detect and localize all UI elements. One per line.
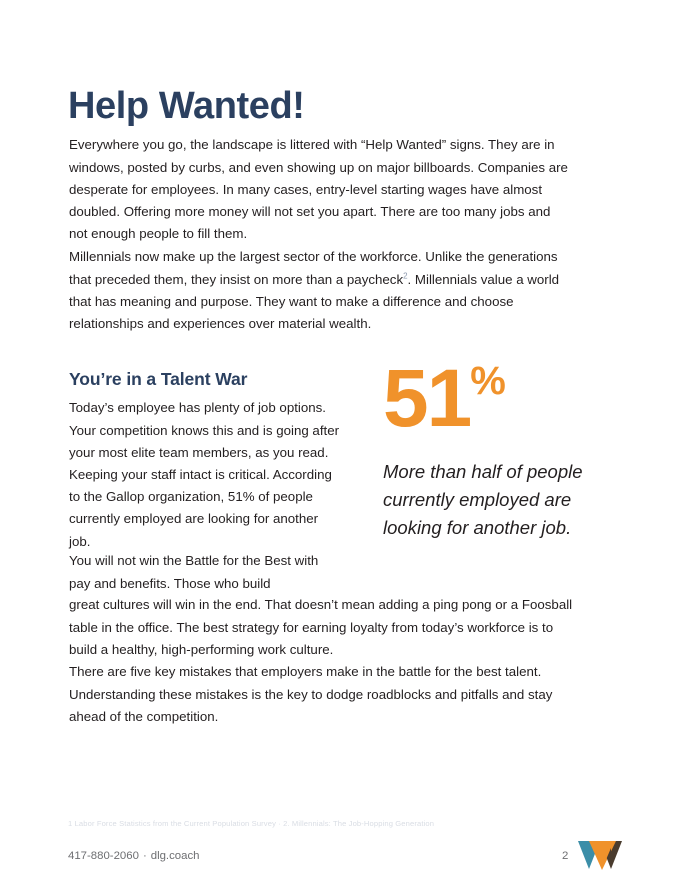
paragraph-battle-narrow: You will not win the Battle for the Best with pay and benefits. Those who build [69, 553, 319, 591]
dlg-chevron-logo [578, 839, 622, 871]
stat-number [383, 353, 633, 452]
footer-website[interactable]: dlg.coach [150, 850, 200, 862]
stat-number-value: 51 [383, 353, 471, 444]
paragraph-millennials-text-before: Millennials now make up the largest sector of the workforce. Unlike the generations that preceded them, they insist on more than a paycheck [69, 249, 558, 287]
paragraph-five-mistakes: There are five key mistakes that employers make in the battle for the best talent. Understanding these mistakes is the key to dodge roadblocks and pitfalls and stay ahead of the competition. [69, 664, 553, 724]
footer-separator: · [142, 850, 147, 862]
paragraph-battle-wide: great cultures will win in the end. That doesn’t mean adding a ping pong or a Foosball table in the office. The best strategy for earning loyalty from today’s workforce is to build a healthy, high-performing work culture. [69, 597, 573, 657]
section-heading-talent-war: You’re in a Talent War [69, 368, 248, 389]
page-title: Help Wanted! [68, 85, 305, 128]
footer-contact [68, 850, 200, 862]
paragraph-millennials [69, 246, 571, 335]
page-number: 2 [562, 850, 569, 862]
footnote-marker-2: 2 [403, 271, 408, 281]
paragraph-job-options: Today’s employee has plenty of job options. Your competition knows this and is going after your most elite team members, as you read. Keeping your staff intact is critical. According to the Gallop organization, 51% of people currently employed are looking for another job. [69, 400, 340, 549]
paragraph-intro: Everywhere you go, the landscape is littered with “Help Wanted” signs. They are in windows, posted by curbs, and even showing up on major billboards. Companies are desperate for employees. In many cases, entry-level starting wages have almost doubled. Offering more money will not set you apart. There are too many jobs and not enough people to fill them. [69, 137, 568, 242]
stat-caption: More than half of people currently employed are looking for another job. [383, 461, 583, 538]
footer-phone[interactable]: 417-880-2060 [68, 850, 139, 862]
stat-callout [383, 353, 633, 542]
footnote-citations: 1 Labor Force Statistics from the Current Population Survey · 2. Millennials: The Job-Hopping Generation [68, 819, 435, 828]
paragraph-millennials-text-after: . Millennials value a world that has meaning and purpose. They want to make a difference and choose relationships and experiences over material wealth. [69, 271, 560, 331]
stat-percent-symbol: % [470, 359, 505, 403]
